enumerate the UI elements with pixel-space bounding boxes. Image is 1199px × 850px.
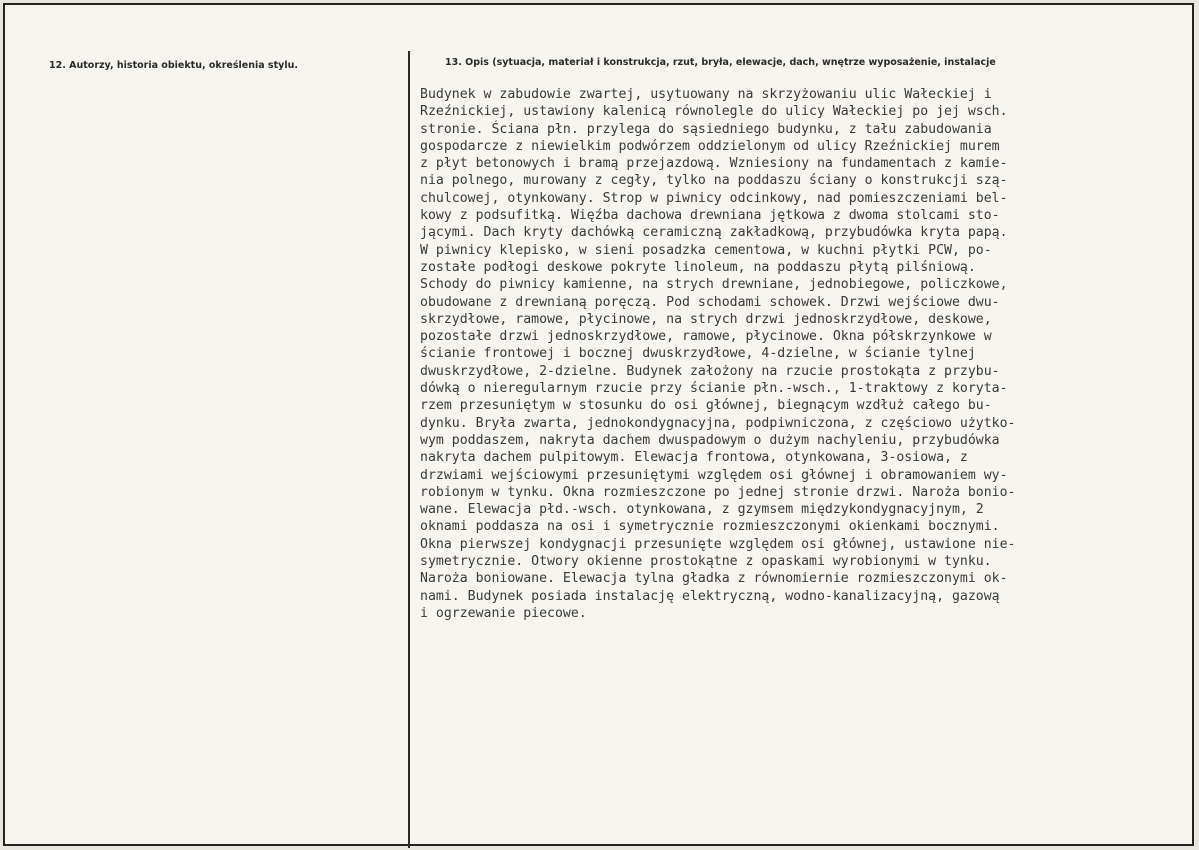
record-card xyxy=(3,3,1194,846)
description-line: zostałe podłogi deskowe pokryte linoleum, na poddaszu płytą pilśniową. xyxy=(420,259,976,275)
description-line: skrzydłowe, ramowe, płycinowe, na strych drzwi jednoskrzydłowe, deskowe, xyxy=(420,311,992,327)
column-divider xyxy=(408,51,410,848)
section-13-description xyxy=(420,86,1195,622)
description-line: symetrycznie. Otwory okienne prostokątne z opaskami wyrobionymi w tynku. xyxy=(420,554,992,570)
description-line: Naroża boniowane. Elewacja tylna gładka z równomiernie rozmieszczonymi ok- xyxy=(420,571,1008,587)
description-line: Budynek w zabudowie zwartej, usytuowany na skrzyżowaniu ulic Wałeckiej i xyxy=(420,87,992,102)
description-line: dynku. Bryła zwarta, jednokondygnacyjna, podpiwniczona, z częściowo użytko- xyxy=(420,415,1016,431)
description-line: kowy z podsufitką. Więźba dachowa drewniana jętkowa z dwoma stolcami sto- xyxy=(420,208,1000,224)
description-line: Schody do piwnicy kamienne, na strych drewniane, jednobiegowe, policzkowe, xyxy=(420,277,1008,293)
description-line: nami. Budynek posiada instalację elektryczną, wodno-kanalizacyjną, gazową xyxy=(420,588,1000,604)
description-line: stronie. Ściana płn. przylega do sąsiedniego budynku, z tału zabudowania xyxy=(420,121,992,137)
description-line: wym poddaszem, nakryta dachem dwuspadowym o dużym nachyleniu, przybudówka xyxy=(420,432,1000,448)
description-line: gospodarcze z niewielkim podwórzem oddzielonym od ulicy Rzeźnickiej murem xyxy=(420,138,1000,154)
description-line: jącymi. Dach kryty dachówką ceramiczną zakładkową, przybudówka kryta papą. xyxy=(420,225,1008,241)
description-line: obudowane z drewnianą poręczą. Pod schodami schowek. Drzwi wejściowe dwu- xyxy=(420,294,1000,310)
description-line: Okna pierwszej kondygnacji przesunięte względem osi głównej, ustawione nie- xyxy=(420,536,1016,552)
description-line: oknami poddasza na osi i symetrycznie rozmieszczonymi okienkami bocznymi. xyxy=(420,519,1000,535)
description-line: dwuskrzydłowe, 2-dzielne. Budynek założony na rzucie prostokąta z przybu- xyxy=(420,363,1000,379)
description-line: robionym w tynku. Okna rozmieszczone po jednej stronie drzwi. Naroża bonio- xyxy=(420,484,1016,500)
description-line: W piwnicy klepisko, w sieni posadzka cementowa, w kuchni płytki PCW, po- xyxy=(420,242,992,258)
description-line: pozostałe drzwi jednoskrzydłowe, ramowe, płycinowe. Okna półskrzynkowe w xyxy=(420,329,992,345)
description-line: z płyt betonowych i bramą przejazdową. Wzniesiony na fundamentach z kamie- xyxy=(420,156,1008,172)
description-line: Rzeźnickiej, ustawiony kalenicą równolegle do ulicy Wałeckiej po jej wsch. xyxy=(420,104,1008,120)
description-line: ścianie frontowej i bocznej dwuskrzydłowe, 4-dzielne, w ścianie tylnej xyxy=(420,346,976,362)
description-line: wane. Elewacja płd.-wsch. otynkowana, z gzymsem międzykondygnacyjnym, 2 xyxy=(420,502,984,518)
description-line: nakryta dachem pulpitowym. Elewacja frontowa, otynkowana, 3-osiowa, z xyxy=(420,450,968,466)
description-line: dówką o nieregularnym rzucie przy ścianie płn.-wsch., 1-traktowy z koryta- xyxy=(420,381,1008,397)
section-13-heading: 13. Opis (sytuacja, materiał i konstrukcja, rzut, bryła, elewacje, dach, wnętrze wyposażenie, instalacje xyxy=(445,57,996,68)
description-line: drzwiami wejściowymi przesuniętymi względem osi głównej i obramowaniem wy- xyxy=(420,467,1008,483)
description-line: chulcowej, otynkowany. Strop w piwnicy odcinkowy, nad pomieszczeniami bel- xyxy=(420,190,1008,206)
description-line: i ogrzewanie piecowe. xyxy=(420,605,587,621)
description-line: rzem przesuniętym w stosunku do osi głównej, biegnącym wzdłuż całego bu- xyxy=(420,398,992,414)
section-12-heading: 12. Autorzy, historia obiektu, określenia stylu. xyxy=(49,60,298,71)
description-line: nia polnego, murowany z cegły, tylko na poddaszu ściany o konstrukcji szą- xyxy=(420,173,1008,189)
